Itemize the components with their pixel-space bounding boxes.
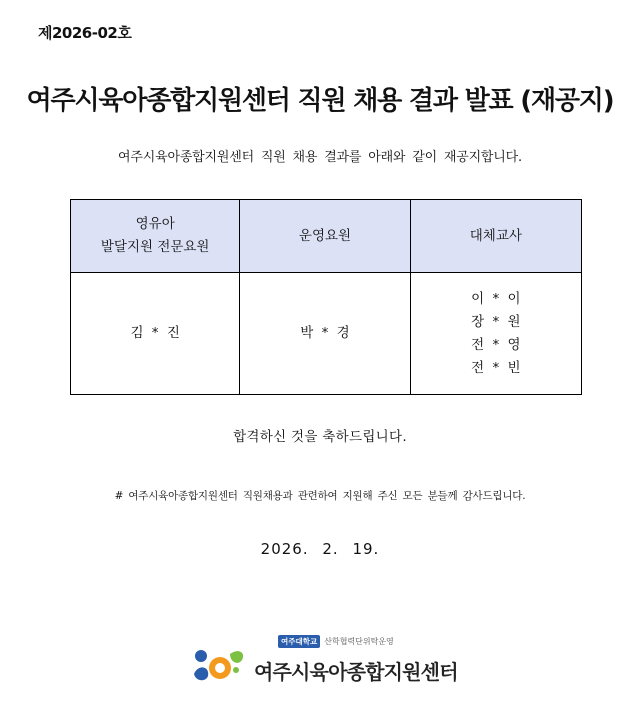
candidate-name: 이 * 이 [471,290,521,307]
header-operations-staff [240,200,410,273]
cell-substitute-teacher [410,273,581,395]
header-line: 운영요원 [298,227,352,244]
header-line: 영유아 [135,216,175,232]
thank-you-note: # 여주시육아종합지원센터 직원채용과 관련하여 지원해 주신 모든 분들께 감사드립니다. [114,490,526,502]
header-line: 발달지원 전문요원 [100,239,210,255]
table-header-row [71,200,582,273]
candidate-name: 장 * 원 [471,313,521,330]
candidate-name: 김 * 진 [130,325,180,341]
center-logo-icon [190,644,246,684]
cell-development-specialist [71,273,240,395]
document-title: 여주시육아종합지원센터 직원 채용 결과 발표 (재공지) [26,86,614,116]
header-line: 대체교사 [469,227,522,244]
header-development-specialist [71,200,240,273]
congratulations-text: 합격하신 것을 축하드립니다. [233,429,407,445]
intro-text: 여주시육아종합지원센터 직원 채용 결과를 아래와 같이 재공지합니다. [118,150,522,165]
university-badge: 여주대학교 [278,635,320,648]
document-number: 제2026-02호 [38,24,132,42]
candidate-name: 전 * 빈 [471,359,521,376]
header-substitute-teacher [410,200,581,273]
table-row [71,273,582,395]
candidate-name: 전 * 영 [471,336,521,353]
cell-operations-staff [240,273,410,395]
announcement-date: 2026. 2. 19. [260,540,380,558]
logo-sub-text: 산학협력단위탁운영 [324,637,394,646]
result-table [70,199,582,395]
center-logo [190,634,470,684]
logo-subtitle [278,635,394,648]
logo-org-name: 여주시육아종합지원센터 [254,660,458,684]
candidate-name: 박 * 경 [300,325,350,341]
